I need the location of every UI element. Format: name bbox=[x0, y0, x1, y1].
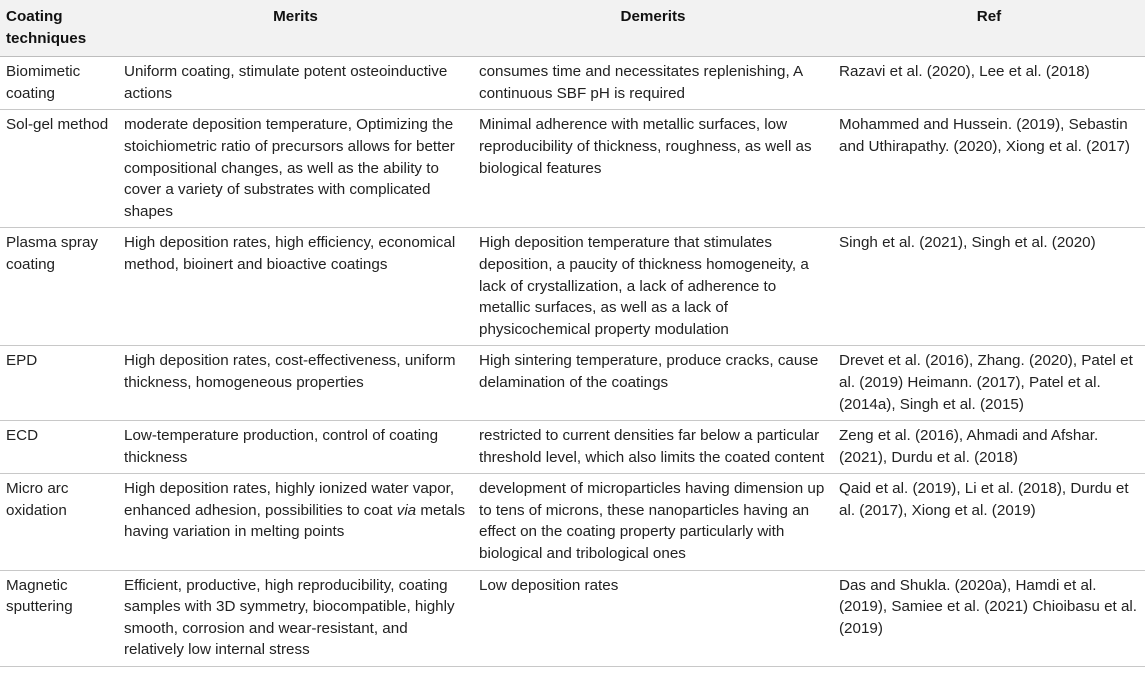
ref-cell: Zeng et al. (2016), Ahmadi and Afshar. (2021), Durdu et al. (2018) bbox=[833, 421, 1145, 474]
merits-cell: Efficient, productive, high reproducibility, coating samples with 3D symmetry, biocompatible, highly smooth, corrosion and wear-resistant, and relatively low internal stress bbox=[118, 570, 473, 666]
merits-cell bbox=[118, 474, 473, 570]
demerits-cell: High sintering temperature, produce cracks, cause delamination of the coatings bbox=[473, 346, 833, 421]
technique-cell: ECD bbox=[0, 421, 118, 474]
table-row bbox=[0, 474, 1145, 570]
table-row bbox=[0, 110, 1145, 228]
technique-cell: Micro arc oxidation bbox=[0, 474, 118, 570]
merits-cell: moderate deposition temperature, Optimizing the stoichiometric ratio of precursors allows for better compositional changes, as well as the ability to cover a variety of substrates with complicated shapes bbox=[118, 110, 473, 228]
table-row bbox=[0, 421, 1145, 474]
ref-cell: Mohammed and Hussein. (2019), Sebastin and Uthirapathy. (2020), Xiong et al. (2017) bbox=[833, 110, 1145, 228]
header-ref: Ref bbox=[833, 0, 1145, 57]
table-row bbox=[0, 57, 1145, 110]
demerits-cell: High deposition temperature that stimulates deposition, a paucity of thickness homogeneity, a lack of crystallization, a lack of adherence to metallic surfaces, as well as a lack of physicochemical property modulation bbox=[473, 228, 833, 346]
table-row bbox=[0, 346, 1145, 421]
ref-cell: Singh et al. (2021), Singh et al. (2020) bbox=[833, 228, 1145, 346]
technique-cell: Plasma spray coating bbox=[0, 228, 118, 346]
merits-italic-word: via bbox=[396, 501, 417, 519]
ref-cell: Razavi et al. (2020), Lee et al. (2018) bbox=[833, 57, 1145, 110]
demerits-cell: development of microparticles having dimension up to tens of microns, these nanoparticles having an effect on the coating property particularly with biological and tribological ones bbox=[473, 474, 833, 570]
ref-cell: Qaid et al. (2019), Li et al. (2018), Durdu et al. (2017), Xiong et al. (2019) bbox=[833, 474, 1145, 570]
header-merits: Merits bbox=[118, 0, 473, 57]
table-body bbox=[0, 57, 1145, 667]
merits-cell: High deposition rates, high efficiency, economical method, bioinert and bioactive coatings bbox=[118, 228, 473, 346]
table-row bbox=[0, 570, 1145, 666]
technique-cell: Magnetic sputtering bbox=[0, 570, 118, 666]
technique-cell: EPD bbox=[0, 346, 118, 421]
merits-cell: Uniform coating, stimulate potent osteoinductive actions bbox=[118, 57, 473, 110]
technique-cell: Biomimetic coating bbox=[0, 57, 118, 110]
merits-text-part: High deposition rates, highly ionized water vapor, enhanced adhesion, possibilities to coat bbox=[124, 480, 455, 519]
merits-cell: Low-temperature production, control of coating thickness bbox=[118, 421, 473, 474]
table-row bbox=[0, 228, 1145, 346]
ref-cell: Drevet et al. (2016), Zhang. (2020), Patel et al. (2019) Heimann. (2017), Patel et al. (2014a), Singh et al. (2015) bbox=[833, 346, 1145, 421]
table-header bbox=[0, 0, 1145, 57]
demerits-cell: restricted to current densities far below a particular threshold level, which also limits the coated content bbox=[473, 421, 833, 474]
header-row bbox=[0, 0, 1145, 57]
technique-cell: Sol-gel method bbox=[0, 110, 118, 228]
header-coating-techniques: Coating techniques bbox=[0, 0, 118, 57]
merits-cell: High deposition rates, cost-effectiveness, uniform thickness, homogeneous properties bbox=[118, 346, 473, 421]
ref-cell: Das and Shukla. (2020a), Hamdi et al. (2019), Samiee et al. (2021) Chioibasu et al. (2019) bbox=[833, 570, 1145, 666]
merits-text-part: metals having variation in melting points bbox=[124, 501, 466, 541]
demerits-cell: Minimal adherence with metallic surfaces, low reproducibility of thickness, roughness, as well as biological features bbox=[473, 110, 833, 228]
demerits-cell: consumes time and necessitates replenishing, A continuous SBF pH is required bbox=[473, 57, 833, 110]
demerits-cell: Low deposition rates bbox=[473, 570, 833, 666]
header-demerits: Demerits bbox=[473, 0, 833, 57]
